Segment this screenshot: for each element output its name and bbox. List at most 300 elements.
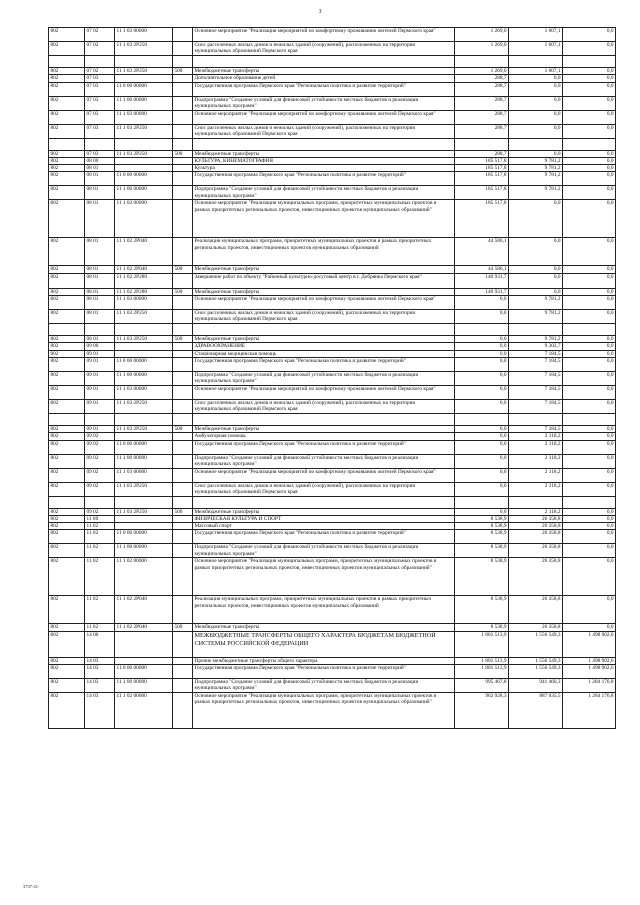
- cell-admin-code: 802: [49, 558, 85, 596]
- cell-admin-code: 802: [49, 238, 85, 266]
- cell-amount-year-3: 0,0: [563, 82, 616, 96]
- cell-amount-year-2: [509, 138, 563, 150]
- cell-amount-year-2: 1 607,1: [509, 68, 563, 75]
- cell-admin-code: 802: [49, 399, 85, 413]
- cell-section-code: 07 03: [85, 150, 115, 157]
- cell-expense-type: [173, 200, 193, 238]
- cell-section-code: 07 03: [85, 110, 115, 124]
- cell-section-code: 09 01: [85, 350, 115, 357]
- table-row: [49, 336, 616, 343]
- cell-expense-type: [173, 523, 193, 530]
- cell-section-code: 08 01: [85, 238, 115, 266]
- cell-amount-year-2: [509, 56, 563, 68]
- cell-amount-year-2: 0,0: [509, 288, 563, 295]
- cell-amount-year-2: 1 556 549,3: [509, 657, 563, 664]
- table-row: [49, 679, 616, 693]
- cell-amount-year-3: [563, 138, 616, 150]
- cell-amount-year-2: [509, 324, 563, 336]
- cell-amount-year-2: 26 358,8: [509, 558, 563, 596]
- cell-amount-year-1: 0,0: [455, 357, 509, 371]
- cell-description: Прочие межбюджетные трансферты общего характера: [193, 657, 455, 664]
- cell-section-code: 09 02: [85, 468, 115, 482]
- cell-amount-year-2: 0,0: [509, 75, 563, 82]
- cell-admin-code: 802: [49, 530, 85, 544]
- cell-section-code: 14 03: [85, 693, 115, 729]
- cell-amount-year-3: 0,0: [563, 508, 616, 515]
- cell-amount-year-1: 0,0: [455, 310, 509, 324]
- cell-amount-year-3: 1 284 176,8: [563, 693, 616, 729]
- cell-amount-year-1: 0,0: [455, 385, 509, 399]
- cell-amount-year-2: 941 460,3: [509, 679, 563, 693]
- table-row: [49, 440, 616, 454]
- cell-expense-type: 500: [173, 508, 193, 515]
- cell-target-code: 11 0 00 00000: [115, 357, 173, 371]
- table-row: [49, 124, 616, 138]
- cell-amount-year-3: 0,0: [563, 150, 616, 157]
- cell-description: КУЛЬТУРА, КИНЕМАТОГРАФИЯ: [193, 157, 455, 164]
- cell-amount-year-3: 0,0: [563, 385, 616, 399]
- cell-target-code: [115, 75, 173, 82]
- cell-admin-code: 802: [49, 508, 85, 515]
- cell-target-code: 11 1 02 2P040: [115, 624, 173, 631]
- cell-amount-year-3: 0,0: [563, 28, 616, 42]
- cell-expense-type: [173, 350, 193, 357]
- cell-expense-type: [173, 186, 193, 200]
- cell-target-code: 11 0 00 00000: [115, 440, 173, 454]
- cell-target-code: 11 0 00 00000: [115, 665, 173, 679]
- cell-expense-type: [173, 357, 193, 371]
- cell-admin-code: 802: [49, 310, 85, 324]
- cell-section-code: 08 01: [85, 200, 115, 238]
- cell-amount-year-2: 0,0: [509, 124, 563, 138]
- cell-amount-year-3: 0,0: [563, 530, 616, 544]
- cell-target-code: 11 1 02 2P040: [115, 596, 173, 624]
- cell-amount-year-1: 288,7: [455, 110, 509, 124]
- cell-target-code: 11 0 00 00000: [115, 530, 173, 544]
- table-row: [49, 544, 616, 558]
- cell-section-code: 14 03: [85, 679, 115, 693]
- cell-description: Завершение работ по объекту "Районный культурно-досуговый центр в г. Добрянка Пермского края": [193, 273, 455, 288]
- cell-amount-year-1: 185 517,8: [455, 200, 509, 238]
- cell-expense-type: [173, 679, 193, 693]
- cell-description: Государственная программа Пермского края "Региональная политика и развитие территорий": [193, 172, 455, 186]
- cell-description: Основное мероприятие "Реализация мероприятий по комфортному проживанию жителей Пермского края": [193, 468, 455, 482]
- cell-section-code: 08 01: [85, 296, 115, 310]
- cell-admin-code: 802: [49, 336, 85, 343]
- cell-admin-code: 802: [49, 75, 85, 82]
- cell-target-code: 11 0 00 00000: [115, 172, 173, 186]
- table-row-spacer: [49, 496, 616, 508]
- cell-expense-type: 500: [173, 150, 193, 157]
- cell-target-code: 11 1 03 2P250: [115, 336, 173, 343]
- cell-expense-type: [173, 238, 193, 266]
- cell-description: [193, 324, 455, 336]
- cell-description: Основное мероприятие "Реализация муниципальных программ, приоритетных муниципальных проектов в рамках приоритетных региональных проектов, инвестиционных проектов муниципальных образований": [193, 558, 455, 596]
- cell-section-code: 09 02: [85, 508, 115, 515]
- table-row: [49, 624, 616, 631]
- cell-expense-type: 500: [173, 624, 193, 631]
- cell-amount-year-2: 1 607,1: [509, 42, 563, 56]
- cell-amount-year-3: 0,0: [563, 238, 616, 266]
- cell-target-code: 11 1 03 00000: [115, 385, 173, 399]
- cell-expense-type: [173, 56, 193, 68]
- cell-expense-type: [173, 172, 193, 186]
- cell-amount-year-1: 8 538,9: [455, 523, 509, 530]
- cell-admin-code: 802: [49, 523, 85, 530]
- cell-description: Подпрограмма "Создание условий для финансовой устойчивости местных бюджетов и реализации муниципальных программ": [193, 679, 455, 693]
- cell-section-code: 09 02: [85, 433, 115, 440]
- cell-amount-year-3: 0,0: [563, 186, 616, 200]
- cell-description: Культура: [193, 165, 455, 172]
- cell-target-code: [115, 350, 173, 357]
- cell-admin-code: 802: [49, 544, 85, 558]
- cell-target-code: [115, 523, 173, 530]
- cell-amount-year-3: 0,0: [563, 68, 616, 75]
- cell-amount-year-3: [563, 496, 616, 508]
- cell-amount-year-3: 0,0: [563, 399, 616, 413]
- table-row: [49, 523, 616, 530]
- cell-amount-year-1: 8 538,9: [455, 544, 509, 558]
- cell-amount-year-3: 0,0: [563, 296, 616, 310]
- cell-admin-code: 802: [49, 425, 85, 432]
- cell-target-code: 11 1 02 00000: [115, 200, 173, 238]
- cell-amount-year-1: 8 538,9: [455, 624, 509, 631]
- cell-amount-year-1: 44 586,1: [455, 238, 509, 266]
- cell-amount-year-2: [509, 413, 563, 425]
- table-row: [49, 82, 616, 96]
- table-row: [49, 343, 616, 350]
- cell-description: Основное мероприятие "Реализация муниципальных программ, приоритетных муниципальных проектов в рамках приоритетных региональных проектов, инвестиционных проектов муниципальных образований": [193, 200, 455, 238]
- cell-amount-year-3: 0,0: [563, 42, 616, 56]
- cell-admin-code: 802: [49, 266, 85, 273]
- cell-expense-type: [173, 544, 193, 558]
- cell-target-code: 11 1 03 2P250: [115, 68, 173, 75]
- cell-section-code: 08 01: [85, 266, 115, 273]
- cell-expense-type: [173, 385, 193, 399]
- cell-expense-type: [173, 343, 193, 350]
- cell-target-code: 11 1 00 00000: [115, 679, 173, 693]
- cell-admin-code: 802: [49, 350, 85, 357]
- cell-amount-year-2: 0,0: [509, 150, 563, 157]
- cell-amount-year-2: 1 607,1: [509, 28, 563, 42]
- table-row: [49, 371, 616, 385]
- cell-expense-type: [173, 413, 193, 425]
- table-body: [49, 28, 616, 729]
- table-row: [49, 157, 616, 164]
- cell-amount-year-1: 288,7: [455, 82, 509, 96]
- cell-amount-year-1: 1 269,0: [455, 68, 509, 75]
- cell-amount-year-3: [563, 324, 616, 336]
- cell-expense-type: [173, 28, 193, 42]
- table-row-spacer: [49, 324, 616, 336]
- cell-amount-year-1: 0,0: [455, 371, 509, 385]
- cell-expense-type: [173, 296, 193, 310]
- cell-target-code: 11 1 03 2P250: [115, 508, 173, 515]
- cell-amount-year-1: 288,7: [455, 75, 509, 82]
- cell-target-code: 11 1 00 00000: [115, 544, 173, 558]
- cell-amount-year-1: 8 538,9: [455, 558, 509, 596]
- cell-description: Подпрограмма "Создание условий для финансовой устойчивости местных бюджетов и реализации муниципальных программ": [193, 544, 455, 558]
- cell-admin-code: 802: [49, 624, 85, 631]
- cell-admin-code: [49, 496, 85, 508]
- cell-section-code: 11 02: [85, 544, 115, 558]
- cell-target-code: [115, 515, 173, 522]
- table-row: [49, 399, 616, 413]
- cell-expense-type: [173, 468, 193, 482]
- cell-admin-code: [49, 413, 85, 425]
- cell-amount-year-3: 0,0: [563, 350, 616, 357]
- cell-amount-year-1: 1 269,0: [455, 28, 509, 42]
- cell-amount-year-3: 0,0: [563, 124, 616, 138]
- cell-expense-type: [173, 82, 193, 96]
- cell-description: Снос расселенных жилых домов и нежилых зданий (сооружений), расположенных на территории муниципальных образований Пермского края: [193, 124, 455, 138]
- cell-amount-year-1: 0,0: [455, 508, 509, 515]
- cell-admin-code: 802: [49, 371, 85, 385]
- cell-expense-type: [173, 496, 193, 508]
- cell-expense-type: 500: [173, 425, 193, 432]
- cell-amount-year-1: 0,0: [455, 440, 509, 454]
- cell-amount-year-2: 887 035,5: [509, 693, 563, 729]
- cell-admin-code: 802: [49, 515, 85, 522]
- cell-admin-code: 802: [49, 693, 85, 729]
- cell-target-code: [115, 138, 173, 150]
- cell-description: Государственная программа Пермского края "Региональная политика и развитие территорий": [193, 665, 455, 679]
- cell-description: Подпрограмма "Создание условий для финансовой устойчивости местных бюджетов и реализации муниципальных программ": [193, 96, 455, 110]
- cell-target-code: [115, 413, 173, 425]
- budget-table: [48, 27, 616, 729]
- cell-admin-code: 802: [49, 42, 85, 56]
- cell-amount-year-1: 995 467,8: [455, 679, 509, 693]
- table-row: [49, 266, 616, 273]
- cell-target-code: 11 1 02 2P280: [115, 273, 173, 288]
- cell-amount-year-1: 962 928,3: [455, 693, 509, 729]
- cell-admin-code: [49, 138, 85, 150]
- cell-description: Снос расселенных жилых домов и нежилых зданий (сооружений), расположенных на территории муниципальных образований Пермского края: [193, 399, 455, 413]
- cell-admin-code: 802: [49, 165, 85, 172]
- cell-description: Межбюджетные трансферты: [193, 508, 455, 515]
- table-row: [49, 310, 616, 324]
- cell-amount-year-1: 1 801 513,9: [455, 631, 509, 657]
- cell-section-code: 11 02: [85, 530, 115, 544]
- cell-admin-code: 802: [49, 468, 85, 482]
- cell-amount-year-3: 0,0: [563, 515, 616, 522]
- table-row: [49, 558, 616, 596]
- cell-amount-year-2: 7 184,5: [509, 357, 563, 371]
- table-row: [49, 110, 616, 124]
- cell-target-code: 11 1 00 00000: [115, 186, 173, 200]
- table-row: [49, 530, 616, 544]
- cell-target-code: 11 1 00 00000: [115, 371, 173, 385]
- cell-expense-type: [173, 75, 193, 82]
- cell-target-code: [115, 56, 173, 68]
- cell-amount-year-1: 288,7: [455, 150, 509, 157]
- cell-amount-year-3: 0,0: [563, 96, 616, 110]
- cell-description: Стационарная медицинская помощь: [193, 350, 455, 357]
- cell-description: Основное мероприятие "Реализация мероприятий по комфортному проживанию жителей Пермского края": [193, 296, 455, 310]
- cell-target-code: [115, 657, 173, 664]
- cell-amount-year-3: 0,0: [563, 454, 616, 468]
- cell-description: [193, 138, 455, 150]
- cell-admin-code: 802: [49, 385, 85, 399]
- cell-amount-year-3: 0,0: [563, 440, 616, 454]
- cell-amount-year-1: 0,0: [455, 433, 509, 440]
- cell-description: Основное мероприятие "Реализация мероприятий по комфортному проживанию жителей Пермского края": [193, 110, 455, 124]
- cell-amount-year-3: 0,0: [563, 596, 616, 624]
- cell-admin-code: 802: [49, 288, 85, 295]
- cell-description: Основное мероприятие "Реализация муниципальных программ, приоритетных муниципальных проектов в рамках приоритетных региональных проектов, инвестиционных проектов муниципальных образований": [193, 693, 455, 729]
- cell-expense-type: 500: [173, 336, 193, 343]
- table-row: [49, 425, 616, 432]
- table-row: [49, 68, 616, 75]
- cell-expense-type: [173, 310, 193, 324]
- cell-amount-year-2: 0,0: [509, 200, 563, 238]
- cell-expense-type: [173, 657, 193, 664]
- cell-amount-year-2: 9 781,2: [509, 172, 563, 186]
- cell-amount-year-1: 8 538,9: [455, 530, 509, 544]
- cell-section-code: 09 01: [85, 371, 115, 385]
- cell-amount-year-2: 9 781,2: [509, 296, 563, 310]
- cell-amount-year-1: 288,7: [455, 124, 509, 138]
- cell-target-code: [115, 165, 173, 172]
- cell-expense-type: [173, 124, 193, 138]
- table-row: [49, 482, 616, 496]
- cell-admin-code: 802: [49, 357, 85, 371]
- cell-amount-year-1: 140 931,7: [455, 288, 509, 295]
- cell-amount-year-2: 9 781,2: [509, 186, 563, 200]
- cell-section-code: 11 02: [85, 596, 115, 624]
- cell-section-code: 07 03: [85, 82, 115, 96]
- cell-section-code: 09 00: [85, 343, 115, 350]
- cell-expense-type: [173, 324, 193, 336]
- cell-description: Межбюджетные трансферты: [193, 150, 455, 157]
- cell-section-code: 07 02: [85, 42, 115, 56]
- cell-amount-year-1: 0,0: [455, 482, 509, 496]
- cell-expense-type: [173, 42, 193, 56]
- cell-expense-type: [173, 399, 193, 413]
- cell-description: Снос расселенных жилых домов и нежилых зданий (сооружений), расположенных на территории муниципальных образований Пермского края: [193, 310, 455, 324]
- cell-amount-year-3: 0,0: [563, 200, 616, 238]
- cell-amount-year-2: 2 118,2: [509, 482, 563, 496]
- table-row: [49, 200, 616, 238]
- cell-expense-type: [173, 454, 193, 468]
- cell-amount-year-1: 1 269,0: [455, 42, 509, 56]
- cell-amount-year-3: 0,0: [563, 336, 616, 343]
- cell-description: Межбюджетные трансферты: [193, 624, 455, 631]
- cell-description: Реализация муниципальных программ, приоритетных муниципальных проектов в рамках приоритетных региональных проектов, инвестиционных проектов муниципальных образований: [193, 238, 455, 266]
- cell-section-code: [85, 138, 115, 150]
- cell-amount-year-2: 0,0: [509, 110, 563, 124]
- cell-admin-code: 802: [49, 296, 85, 310]
- cell-amount-year-1: 8 538,9: [455, 515, 509, 522]
- table-row: [49, 596, 616, 624]
- table-row: [49, 288, 616, 295]
- cell-admin-code: 802: [49, 28, 85, 42]
- cell-amount-year-1: 0,0: [455, 296, 509, 310]
- cell-description: [193, 413, 455, 425]
- cell-target-code: 11 1 00 00000: [115, 96, 173, 110]
- cell-amount-year-2: 0,0: [509, 82, 563, 96]
- cell-amount-year-2: 2 118,2: [509, 508, 563, 515]
- cell-description: Межбюджетные трансферты: [193, 68, 455, 75]
- cell-admin-code: 802: [49, 150, 85, 157]
- cell-section-code: 09 02: [85, 454, 115, 468]
- cell-section-code: 11 02: [85, 624, 115, 631]
- cell-amount-year-3: 0,0: [563, 468, 616, 482]
- cell-admin-code: 802: [49, 433, 85, 440]
- cell-description: Подпрограмма "Создание условий для финансовой устойчивости местных бюджетов и реализации муниципальных программ": [193, 186, 455, 200]
- cell-amount-year-2: 9 781,2: [509, 336, 563, 343]
- cell-amount-year-2: 9 781,2: [509, 165, 563, 172]
- cell-expense-type: [173, 693, 193, 729]
- cell-target-code: 11 1 03 2P250: [115, 310, 173, 324]
- cell-section-code: 14 03: [85, 657, 115, 664]
- cell-section-code: 07 02: [85, 28, 115, 42]
- table-row: [49, 165, 616, 172]
- cell-description: Подпрограмма "Создание условий для финансовой устойчивости местных бюджетов и реализации муниципальных программ": [193, 371, 455, 385]
- cell-target-code: [115, 324, 173, 336]
- table-row: [49, 150, 616, 157]
- cell-description: Снос расселенных жилых домов и нежилых зданий (сооружений), расположенных на территории муниципальных образований Пермского края: [193, 482, 455, 496]
- cell-expense-type: [173, 482, 193, 496]
- table-row: [49, 508, 616, 515]
- cell-amount-year-2: 2 118,2: [509, 454, 563, 468]
- cell-amount-year-3: 0,0: [563, 288, 616, 295]
- cell-section-code: 08 01: [85, 336, 115, 343]
- table-row: [49, 454, 616, 468]
- cell-expense-type: [173, 273, 193, 288]
- cell-admin-code: 802: [49, 596, 85, 624]
- cell-amount-year-2: 26 358,8: [509, 515, 563, 522]
- cell-section-code: 09 01: [85, 399, 115, 413]
- cell-description: Межбюджетные трансферты: [193, 336, 455, 343]
- cell-target-code: 11 1 03 2P250: [115, 399, 173, 413]
- cell-description: Основное мероприятие "Реализация мероприятий по комфортному проживанию жителей Пермского края": [193, 28, 455, 42]
- cell-section-code: [85, 56, 115, 68]
- cell-amount-year-2: 2 118,2: [509, 433, 563, 440]
- cell-amount-year-3: 0,0: [563, 110, 616, 124]
- cell-target-code: [115, 496, 173, 508]
- cell-description: Межбюджетные трансферты: [193, 288, 455, 295]
- table-row: [49, 296, 616, 310]
- cell-amount-year-2: 9 781,2: [509, 157, 563, 164]
- cell-target-code: 11 1 03 2P250: [115, 482, 173, 496]
- cell-amount-year-1: [455, 324, 509, 336]
- cell-amount-year-3: 0,0: [563, 343, 616, 350]
- cell-section-code: 08 01: [85, 273, 115, 288]
- cell-section-code: 08 01: [85, 165, 115, 172]
- cell-amount-year-1: [455, 496, 509, 508]
- cell-amount-year-1: 185 517,8: [455, 186, 509, 200]
- cell-section-code: 08 01: [85, 172, 115, 186]
- cell-target-code: 11 1 03 00000: [115, 468, 173, 482]
- cell-amount-year-1: 185 517,8: [455, 157, 509, 164]
- cell-amount-year-3: 1 498 902,6: [563, 657, 616, 664]
- cell-description: Государственная программа Пермского края "Региональная политика и развитие территорий": [193, 440, 455, 454]
- cell-admin-code: 802: [49, 110, 85, 124]
- cell-amount-year-2: 0,0: [509, 238, 563, 266]
- cell-amount-year-1: 0,0: [455, 468, 509, 482]
- cell-admin-code: 802: [49, 68, 85, 75]
- cell-amount-year-2: 1 556 549,3: [509, 665, 563, 679]
- cell-amount-year-2: 26 358,8: [509, 596, 563, 624]
- cell-admin-code: [49, 324, 85, 336]
- table-row: [49, 172, 616, 186]
- cell-target-code: [115, 631, 173, 657]
- cell-amount-year-2: 9 781,2: [509, 310, 563, 324]
- cell-expense-type: [173, 165, 193, 172]
- cell-amount-year-1: 8 538,9: [455, 596, 509, 624]
- cell-admin-code: 802: [49, 200, 85, 238]
